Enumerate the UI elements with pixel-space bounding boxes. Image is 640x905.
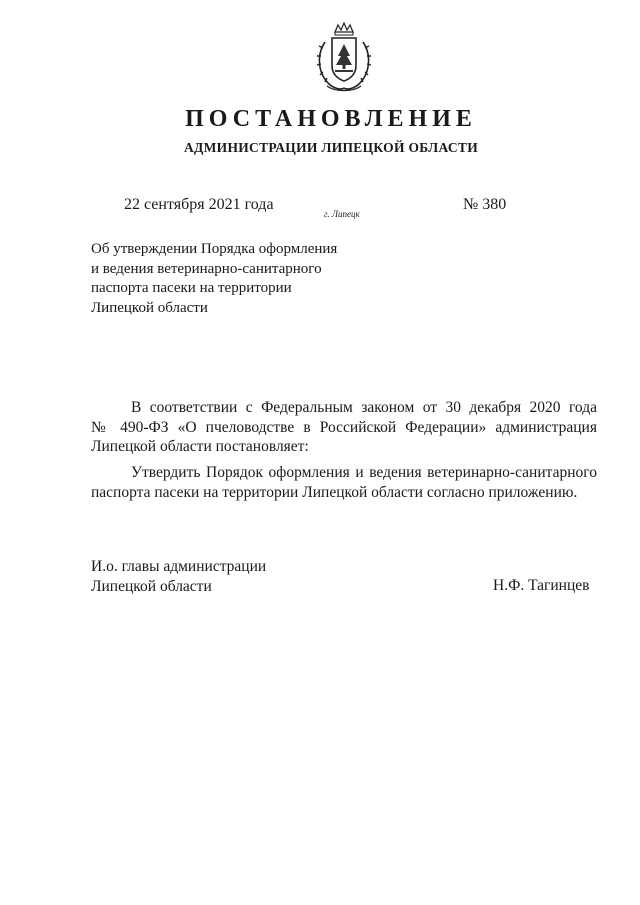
document-date: 22 сентября 2021 года bbox=[124, 196, 274, 213]
document-city: г. Липецк bbox=[324, 209, 360, 219]
signatory-name: Н.Ф. Тагинцев bbox=[493, 577, 590, 594]
subject-line: паспорта пасеки на территории bbox=[91, 280, 292, 296]
subject-line: и ведения ветеринарно-санитарного bbox=[91, 260, 322, 277]
signatory-position-line: Липецкой области bbox=[91, 577, 212, 595]
body-line: Утвердить Порядок оформления и ведения ветеринарно-санитарного bbox=[131, 464, 597, 481]
signatory-position bbox=[91, 557, 266, 596]
document-subject bbox=[91, 240, 381, 318]
subject-line: Липецкой области bbox=[91, 299, 208, 316]
coat-of-arms-emblem bbox=[313, 22, 375, 94]
body-paragraph-2 bbox=[91, 463, 597, 502]
document-number: № 380 bbox=[463, 196, 507, 213]
subject-line: Об утверждении Порядка оформления bbox=[91, 241, 338, 257]
document-subtitle: АДМИНИСТРАЦИИ ЛИПЕЦКОЙ ОБЛАСТИ bbox=[183, 140, 479, 155]
body-line: Липецкой области постановляет: bbox=[91, 438, 309, 455]
body-line: № 490-ФЗ «О пчеловодстве в Российской Федерации» администрация bbox=[91, 418, 597, 436]
body-line: паспорта пасеки на территории Липецкой области согласно приложению. bbox=[91, 483, 578, 501]
signatory-position-line: И.о. главы администрации bbox=[91, 558, 267, 575]
document-title: ПОСТАНОВЛЕНИЕ bbox=[185, 106, 477, 132]
body-line: В соответствии с Федеральным законом от 30 декабря 2020 года bbox=[131, 399, 597, 416]
body-paragraph-1 bbox=[91, 398, 597, 457]
